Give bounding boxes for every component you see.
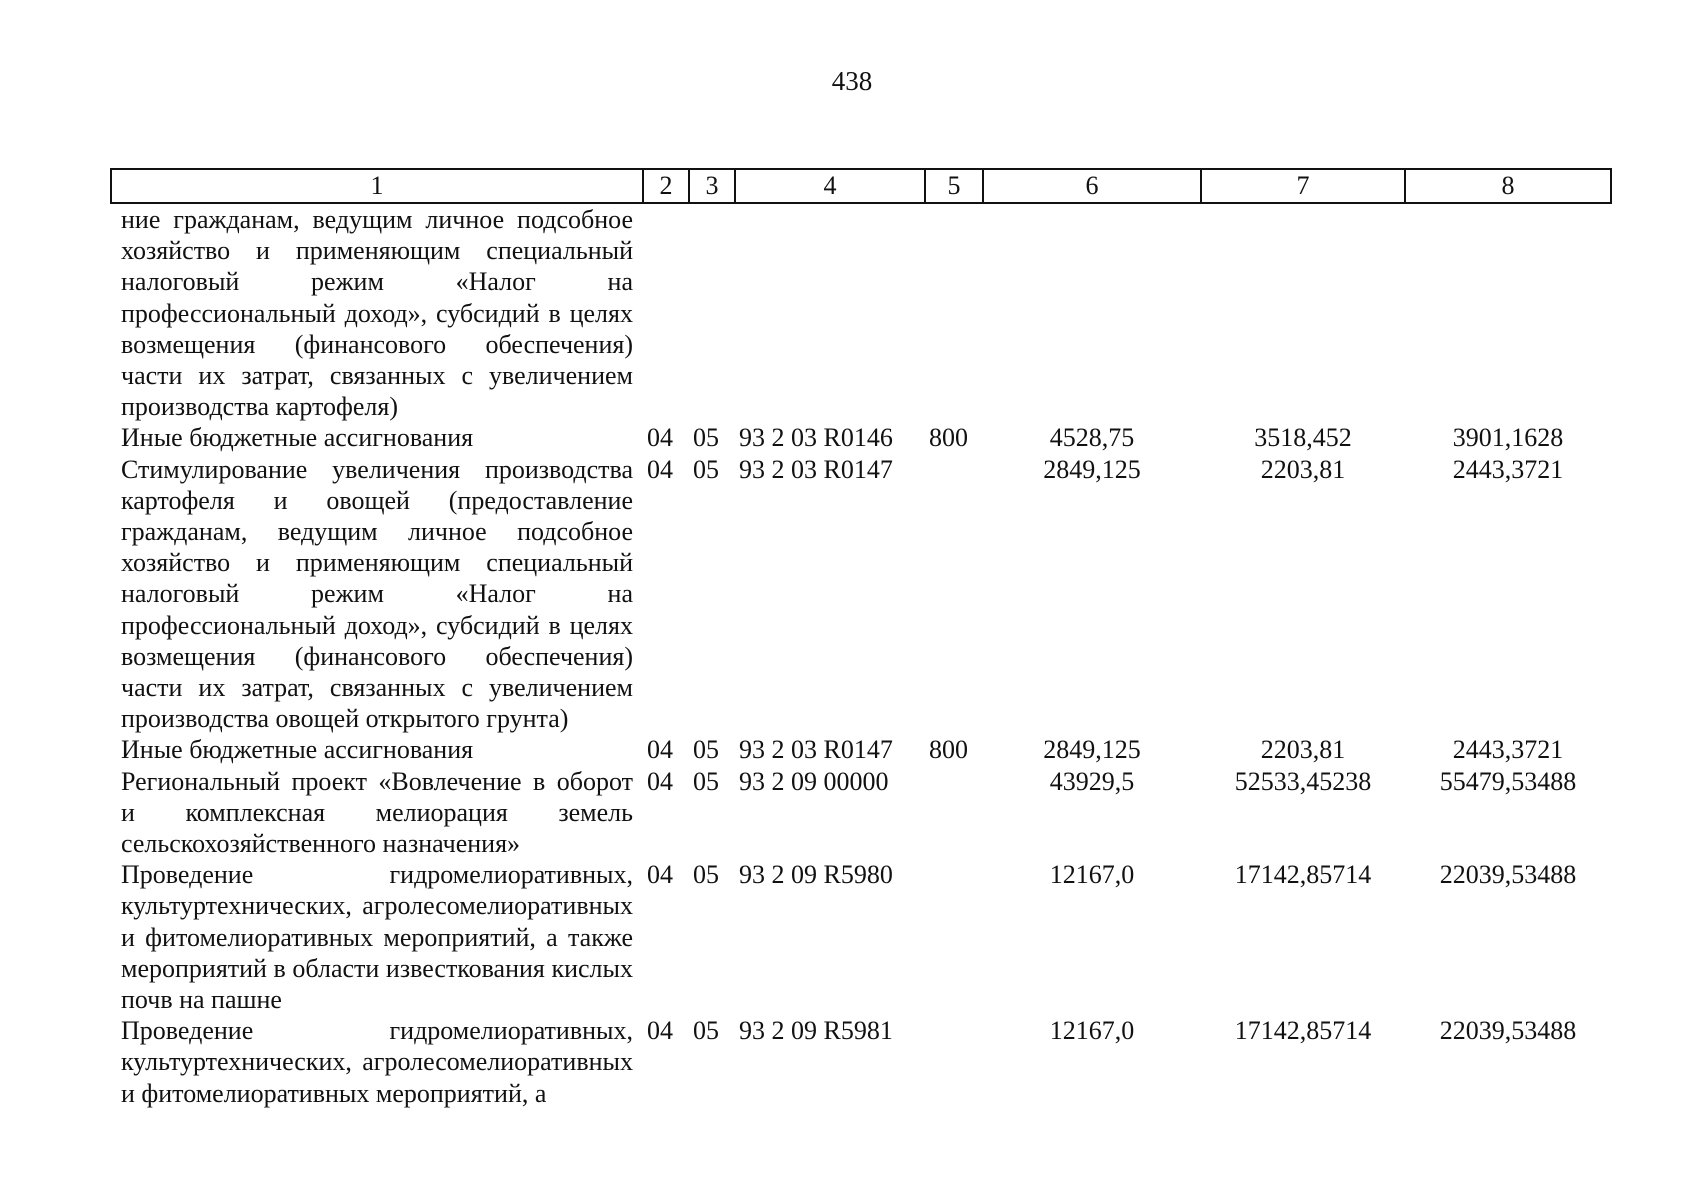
amount-year1-cell: 43929,5 — [1049, 766, 1135, 796]
amount-year3-cell: 22039,53488 — [1439, 1016, 1577, 1046]
row-name-cell: Проведение гидромелиоративных, культуртехнических, агролесомелиоративных и фитомелиоративных мероприятий, а — [121, 1016, 633, 1108]
table-row — [111, 766, 1611, 860]
row-name-cell: Региональный проект «Вовлечение в оборот и комплексная мелиорация земель сельскохозяйственного назначения» — [121, 766, 633, 859]
column-header: 1 — [111, 169, 643, 203]
column-header: 3 — [689, 169, 735, 203]
amount-year3-cell: 2443,3721 — [1452, 735, 1564, 765]
table-row — [111, 734, 1611, 765]
row-name-cell: Иные бюджетные ассигнования — [121, 735, 474, 765]
section-code-cell: 04 — [647, 735, 673, 765]
amount-year1-cell: 2849,125 — [1043, 454, 1141, 484]
subsection-code-cell: 05 — [693, 860, 719, 890]
amount-year1-cell: 12167,0 — [1049, 860, 1135, 890]
subsection-code-cell: 05 — [693, 423, 719, 453]
table-row — [111, 1015, 1611, 1109]
page-number: 438 — [831, 66, 873, 96]
column-header: 8 — [1405, 169, 1611, 203]
subsection-code-cell — [689, 203, 735, 422]
target-article-cell: 93 2 03 R0147 — [739, 735, 893, 765]
amount-year2-cell: 52533,45238 — [1234, 766, 1372, 796]
amount-year3-cell — [1405, 203, 1611, 422]
amount-year1-cell: 4528,75 — [1049, 423, 1135, 453]
target-article-cell: 93 2 09 00000 — [739, 766, 889, 796]
table-row — [111, 422, 1611, 453]
amount-year1-cell — [983, 203, 1201, 422]
target-article-cell: 93 2 03 R0147 — [739, 454, 893, 484]
subsection-code-cell: 05 — [693, 454, 719, 484]
amount-year3-cell: 22039,53488 — [1439, 860, 1577, 890]
amount-year1-cell: 12167,0 — [1049, 1016, 1135, 1046]
amount-year2-cell: 17142,85714 — [1234, 860, 1372, 890]
section-code-cell: 04 — [647, 454, 673, 484]
column-header: 6 — [983, 169, 1201, 203]
header-row — [111, 169, 1611, 203]
section-code-cell: 04 — [647, 766, 673, 796]
table-row — [111, 454, 1611, 735]
expense-type-cell: 800 — [929, 423, 968, 453]
section-code-cell: 04 — [647, 860, 673, 890]
target-article-cell — [735, 203, 925, 422]
table-body — [111, 203, 1611, 1109]
subsection-code-cell: 05 — [693, 735, 719, 765]
target-article-cell: 93 2 09 R5981 — [739, 1016, 893, 1046]
subsection-code-cell: 05 — [693, 766, 719, 796]
table-row — [111, 203, 1611, 422]
expense-type-cell — [925, 203, 983, 422]
section-code-cell: 04 — [647, 1016, 673, 1046]
row-name-cell: ние гражданам, ведущим личное подсобное хозяйство и применяющим специальный налоговый режим «Налог на профессиональный доход», субсидий в целях возмещения (финансового обеспечения) части их затрат, связанных с увеличением производства картофеля) — [121, 205, 633, 422]
target-article-cell: 93 2 09 R5980 — [739, 860, 893, 890]
amount-year3-cell: 2443,3721 — [1452, 454, 1564, 484]
amount-year2-cell: 2203,81 — [1260, 454, 1346, 484]
column-header: 2 — [643, 169, 689, 203]
target-article-cell: 93 2 03 R0146 — [739, 423, 893, 453]
row-name-cell: Иные бюджетные ассигнования — [121, 423, 474, 453]
amount-year2-cell: 2203,81 — [1260, 735, 1346, 765]
amount-year1-cell: 2849,125 — [1043, 735, 1141, 765]
column-header: 5 — [925, 169, 983, 203]
subsection-code-cell: 05 — [693, 1016, 719, 1046]
amount-year2-cell: 17142,85714 — [1234, 1016, 1372, 1046]
section-code-cell: 04 — [647, 423, 673, 453]
expense-type-cell: 800 — [929, 735, 968, 765]
amount-year2-cell: 3518,452 — [1254, 423, 1352, 453]
amount-year3-cell: 55479,53488 — [1439, 766, 1577, 796]
expense-type-cell — [925, 766, 983, 860]
expense-type-cell — [925, 1015, 983, 1109]
budget-table — [110, 168, 1612, 1109]
expense-type-cell — [925, 454, 983, 735]
amount-year3-cell: 3901,1628 — [1452, 423, 1564, 453]
row-name-cell: Стимулирование увеличения производства картофеля и овощей (предоставление гражданам, ведущим личное подсобное хозяйство и применяющим специальный налоговый режим «Налог на профессиональный доход», субсидий в целях возмещения (финансового обеспечения) части их затрат, связанных с увеличением производства овощей открытого грунта) — [121, 454, 633, 734]
row-name-cell: Проведение гидромелиоративных, культуртехнических, агролесомелиоративных и фитомелиоративных мероприятий, а также мероприятий в области известкования кислых почв на пашне — [121, 860, 633, 1015]
table-row — [111, 859, 1611, 1015]
amount-year2-cell — [1201, 203, 1405, 422]
column-header: 7 — [1201, 169, 1405, 203]
expense-type-cell — [925, 859, 983, 1015]
section-code-cell — [643, 203, 689, 422]
column-header: 4 — [735, 169, 925, 203]
